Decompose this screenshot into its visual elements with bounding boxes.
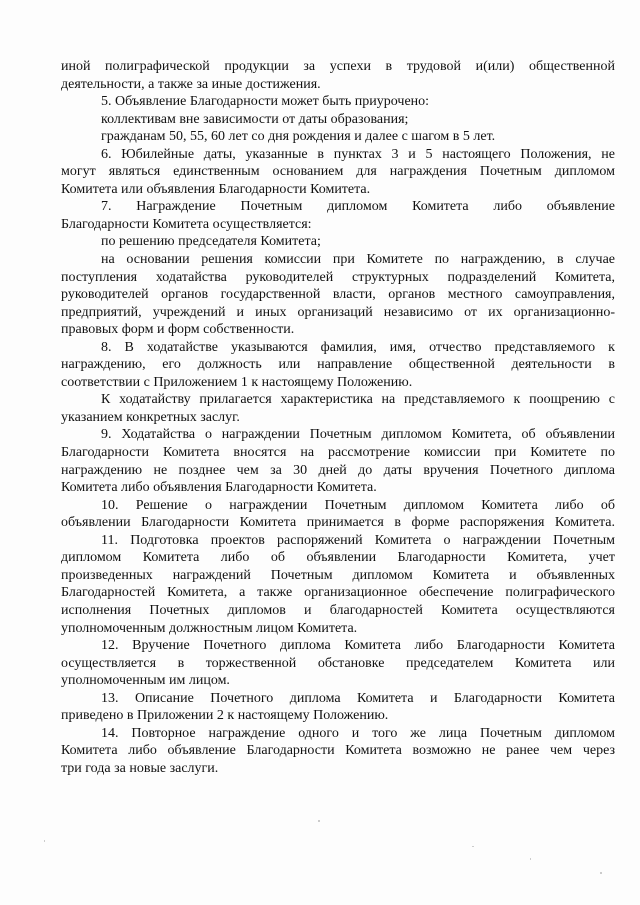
text-line: К ходатайству прилагается характеристика на представляемого к поощрению с <box>101 392 615 408</box>
text-line: дипломом Комитета либо об объявлении Благодарности Комитета, учет <box>61 550 615 566</box>
text-line: произведенных награждений Почетным дипломом Комитета и объявленных <box>61 567 615 583</box>
text-line: осуществляется в торжественной обстановке председателем Комитета или <box>61 655 615 671</box>
text-line: коллективам вне зависимости от даты образования; <box>101 111 409 127</box>
text-line: 12. Вручение Почетного диплома Комитета либо Благодарности Комитета <box>101 638 615 654</box>
text-line: гражданам 50, 55, 60 лет со дня рождения и далее с шагом в 5 лет. <box>101 129 496 145</box>
text-line: Комитета либо объявления Благодарности Комитета. <box>61 480 377 496</box>
text-line: 6. Юбилейные даты, указанные в пунктах 3 и 5 настоящего Положения, не <box>101 146 615 162</box>
text-line: 11. Подготовка проектов распоряжений Комитета о награждении Почетным <box>101 532 615 548</box>
text-line: награждению не позднее чем за 30 дней до даты вручения Почетного диплома <box>61 462 615 478</box>
text-line: 8. В ходатайстве указываются фамилия, имя, отчество представляемого к <box>101 339 615 355</box>
text-line: поступления ходатайства руководителей структурных подразделений Комитета, <box>61 269 615 285</box>
text-line: деятельности, а также за иные достижения. <box>61 76 321 92</box>
text-line: уполномоченным им лицом. <box>61 673 230 689</box>
text-line: Благодарности Комитета вносятся на рассмотрение комиссии при Комитете по <box>61 445 615 461</box>
text-line: указанием конкретных заслуг. <box>61 409 240 425</box>
text-line: 14. Повторное награждение одного и того же лица Почетным дипломом <box>101 725 615 741</box>
text-line: исполнения Почетных дипломов и благодарностей Комитета осуществляются <box>61 602 615 618</box>
text-line: иной полиграфической продукции за успехи в трудовой и(или) общественной <box>61 59 615 74</box>
text-line: по решению председателя Комитета; <box>101 234 321 250</box>
text-line: соответствии с Приложением 1 к настоящему Положению. <box>61 374 413 390</box>
scan-speck <box>44 840 45 842</box>
text-line: 10. Решение о награждении Почетным дипломом Комитета либо об <box>101 497 615 513</box>
scan-speck <box>318 820 320 822</box>
text-line: 5. Объявление Благодарности может быть приурочено: <box>101 94 430 110</box>
text-line: 13. Описание Почетного диплома Комитета и Благодарности Комитета <box>101 690 615 706</box>
text-line: награждению, его должность или направление общественной деятельности в <box>61 357 615 373</box>
text-line: могут являться единственным основанием для награждения Почетным дипломом <box>61 164 615 180</box>
text-line: Благодарностей Комитета, а также организационное обеспечение полиграфического <box>61 585 615 601</box>
text-line: правовых форм и форм собственности. <box>61 322 295 338</box>
text-line: Комитета либо объявление Благодарности Комитета возможно не ранее чем через <box>61 743 615 759</box>
text-line: три года за новые заслуги. <box>61 760 219 776</box>
text-line: 7. Награждение Почетным дипломом Комитета либо объявление <box>101 199 615 215</box>
document-body <box>61 58 615 777</box>
scan-speck <box>472 846 474 847</box>
text-line: предприятий, учреждений и иных организаций независимо от их организационно- <box>61 304 615 320</box>
text-line: 9. Ходатайства о награждении Почетным дипломом Комитета, об объявлении <box>101 427 615 443</box>
scan-speck <box>530 858 531 860</box>
text-line: уполномоченным должностным лицом Комитета. <box>61 620 358 636</box>
text-line: руководителей органов государственной власти, органов местного самоуправления, <box>61 287 615 303</box>
text-line: объявлении Благодарности Комитета принимается в форме распоряжения Комитета. <box>61 515 615 531</box>
text-line: на основании решения комиссии при Комитете по награждению, в случае <box>101 252 615 268</box>
text-line: Благодарности Комитета осуществляется: <box>61 216 312 232</box>
text-line: Комитета или объявления Благодарности Комитета. <box>61 181 371 197</box>
scan-speck <box>600 872 602 874</box>
text-line: приведено в Приложении 2 к настоящему Положению. <box>61 708 389 724</box>
